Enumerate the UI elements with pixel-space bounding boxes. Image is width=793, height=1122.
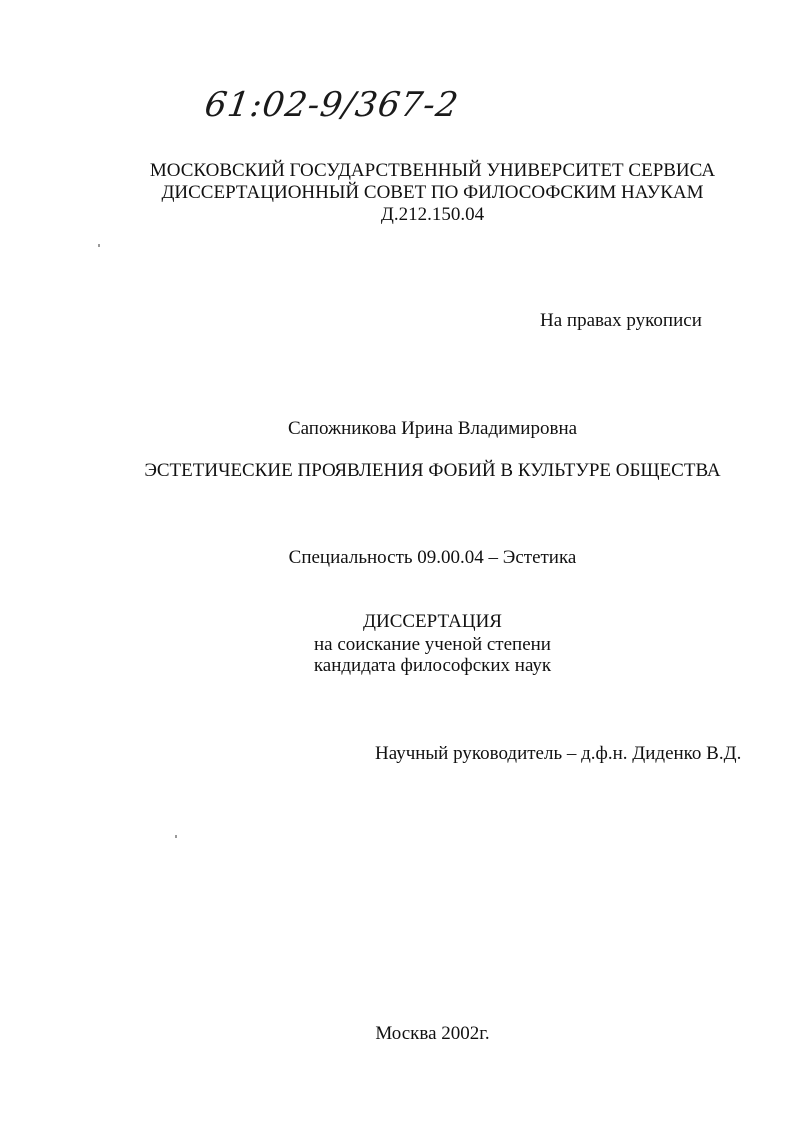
- manuscript-note: На правах рукописи: [540, 310, 702, 331]
- city-year: Москва 2002г.: [375, 1023, 490, 1044]
- degree-line-2: кандидата философских наук: [313, 655, 552, 676]
- author-name: Сапожникова Ирина Владимировна: [287, 418, 578, 439]
- dissertation-label: ДИССЕРТАЦИЯ: [363, 611, 502, 632]
- council-code: Д.212.150.04: [380, 204, 485, 225]
- specialty: Специальность 09.00.04 – Эстетика: [288, 547, 577, 568]
- dissertation-title: ЭСТЕТИЧЕСКИЕ ПРОЯВЛЕНИЯ ФОБИЙ В КУЛЬТУРЕ ОБЩЕСТВА: [144, 460, 721, 481]
- scan-speck: [98, 244, 100, 247]
- scientific-supervisor: Научный руководитель – д.ф.н. Диденко В.Д.: [375, 743, 742, 764]
- dissertation-council: ДИССЕРТАЦИОННЫЙ СОВЕТ ПО ФИЛОСОФСКИМ НАУКАМ: [161, 182, 704, 203]
- university-name: МОСКОВСКИЙ ГОСУДАРСТВЕННЫЙ УНИВЕРСИТЕТ СЕРВИСА: [149, 160, 716, 181]
- degree-line-1: на соискание ученой степени: [314, 634, 551, 655]
- scan-speck: [175, 835, 177, 838]
- archive-number-handwritten: 61:02-9/367-2: [202, 85, 462, 125]
